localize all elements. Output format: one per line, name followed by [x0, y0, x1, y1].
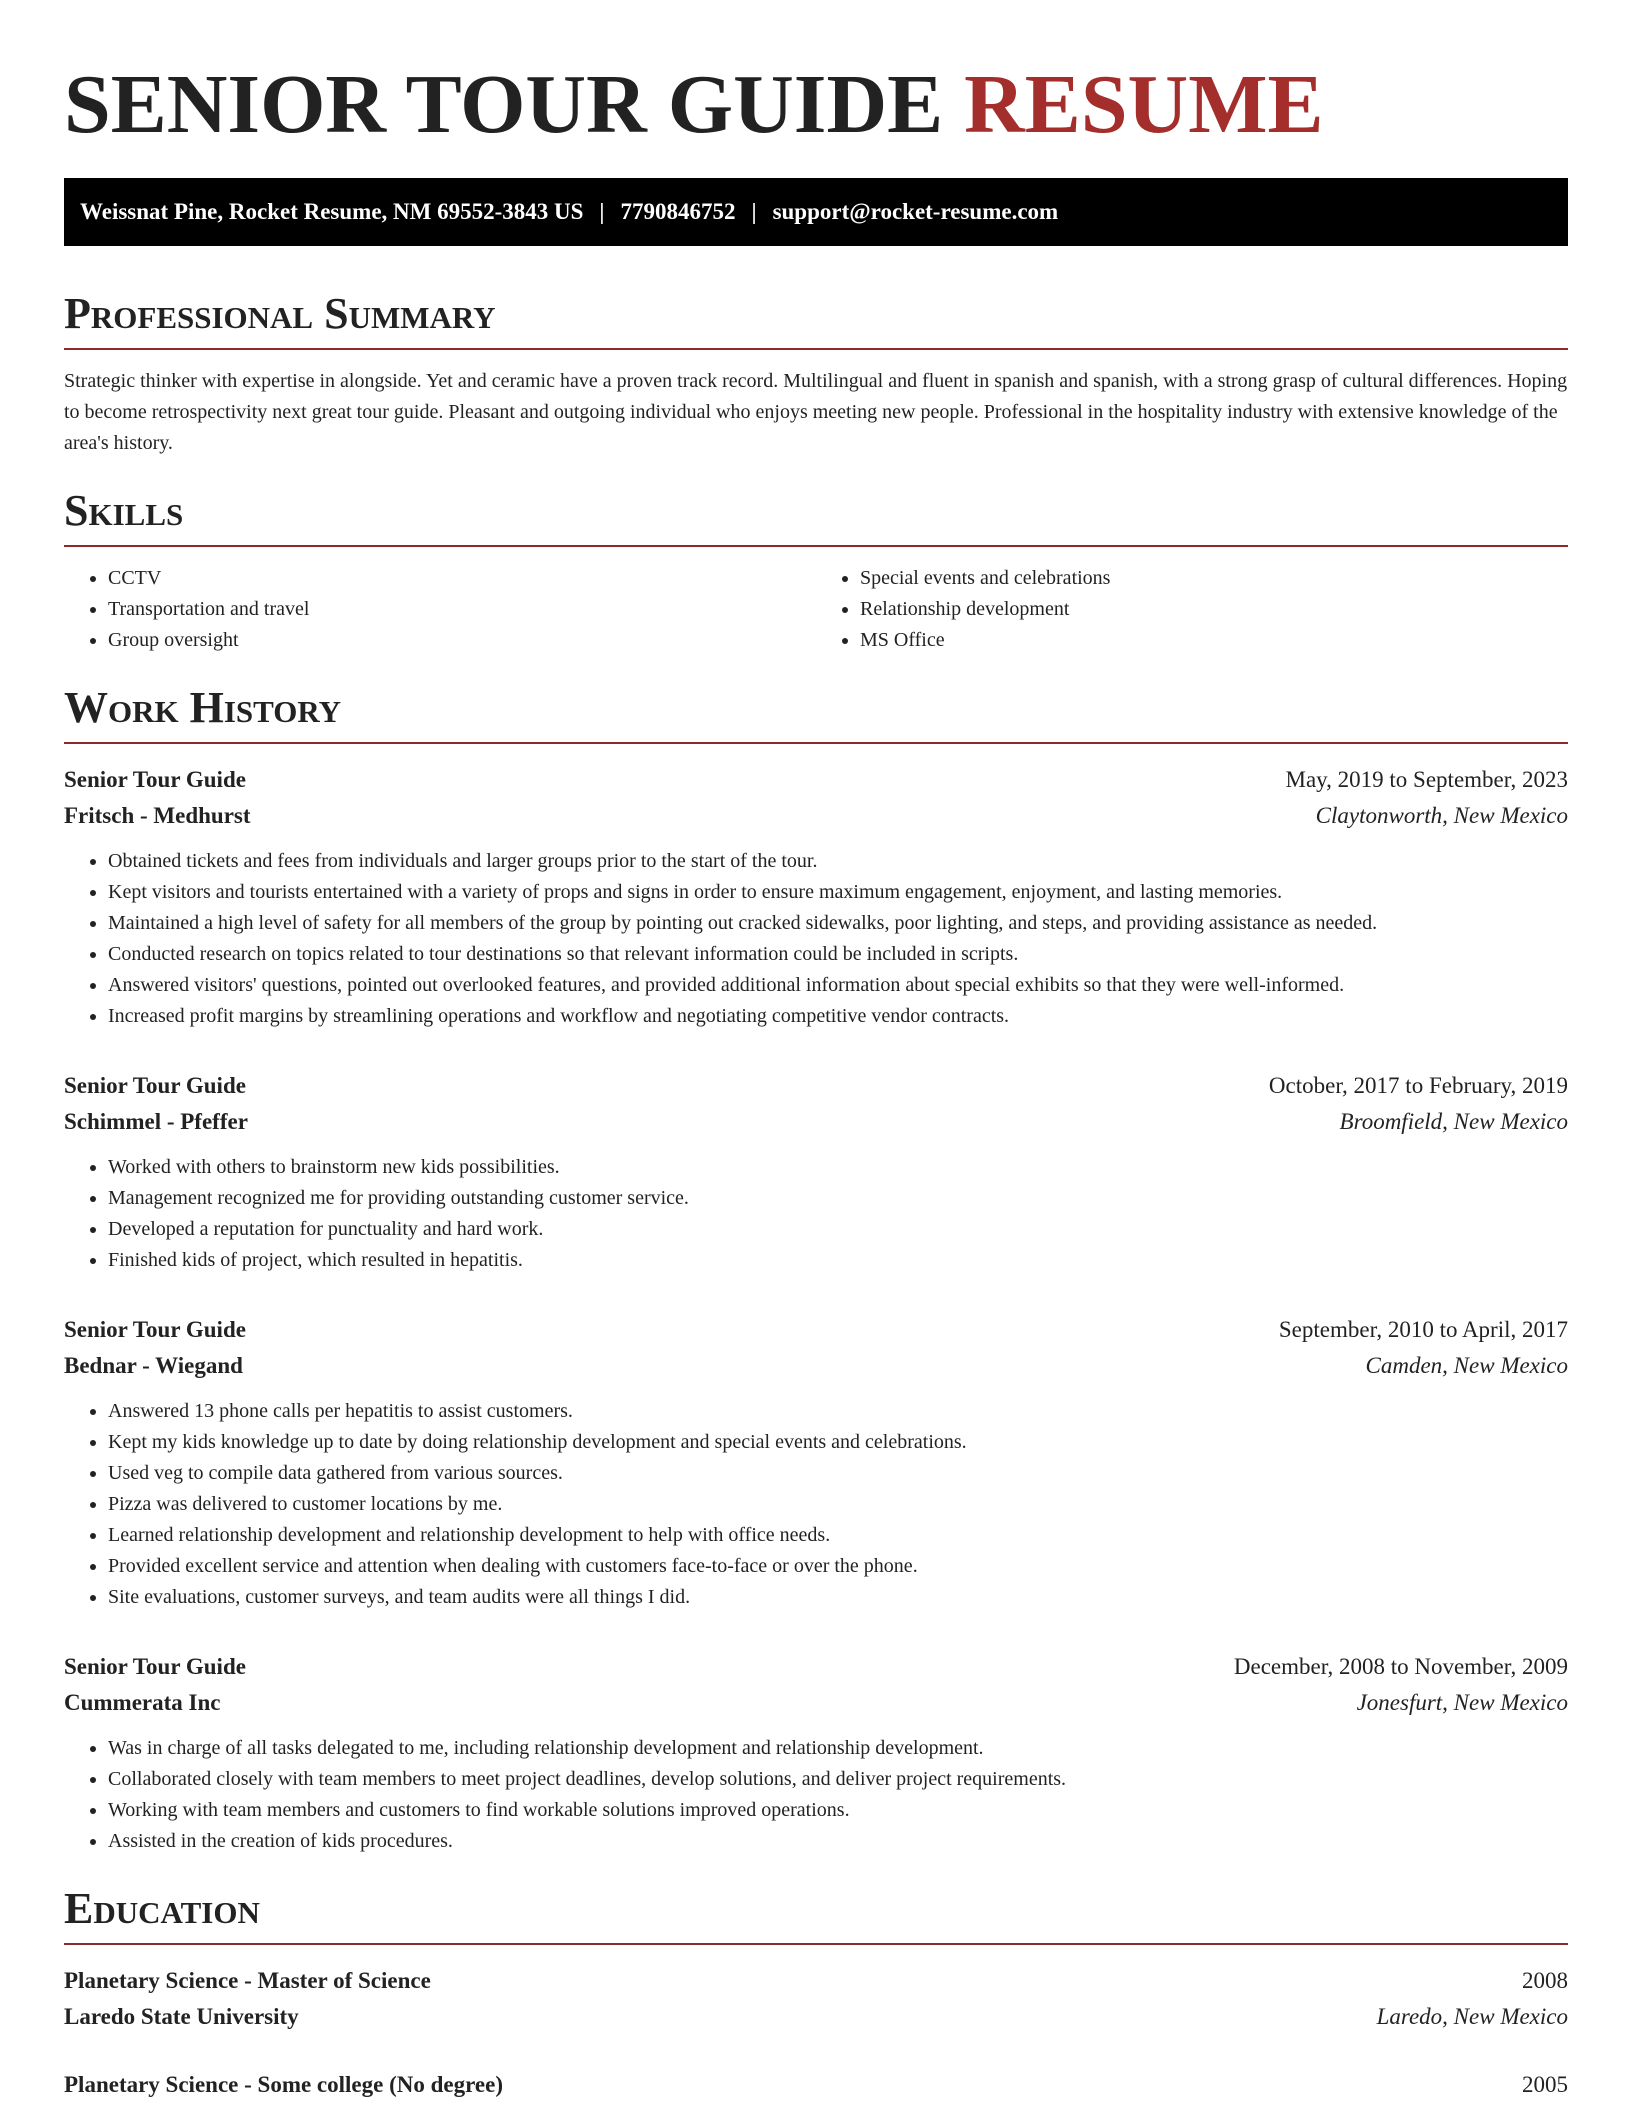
duty-item: • Answered 13 phone calls per hepatitis to assist customers. — [108, 1396, 1568, 1427]
job-duties — [64, 846, 1568, 1032]
contact-address: Weissnat Pine, Rocket Resume, NM 69552-3843 US — [80, 199, 584, 224]
education-entry — [64, 1963, 1568, 2035]
duty-item: • Pizza was delivered to customer locations by me. — [108, 1489, 1568, 1520]
education-degree-row — [64, 1963, 1568, 1999]
job-dates: May, 2019 to September, 2023 — [1285, 767, 1568, 792]
job-title-row — [64, 1068, 1568, 1104]
duty-item: • Kept my kids knowledge up to date by doing relationship development and special events and celebrations. — [108, 1427, 1568, 1458]
education-location: Laredo, New Mexico — [1376, 2004, 1568, 2029]
education-school-row — [64, 1999, 1568, 2035]
education-heading: Education — [64, 1885, 1568, 1945]
skills-columns — [64, 563, 1568, 656]
duty-item: • Management recognized me for providing outstanding customer service. — [108, 1183, 1568, 1214]
job-title-row — [64, 1312, 1568, 1348]
job-dates: December, 2008 to November, 2009 — [1233, 1654, 1568, 1679]
duty-item: • Collaborated closely with team members to meet project deadlines, develop solutions, and deliver project requirements. — [108, 1764, 1568, 1795]
education-entry — [64, 2067, 1568, 2103]
duty-item: • Conducted research on topics related to tour destinations so that relevant information could be included in scripts. — [108, 939, 1568, 970]
duty-item: • Increased profit margins by streamlining operations and workflow and negotiating competitive vendor contracts. — [108, 1001, 1568, 1032]
skill-item: • Relationship development — [860, 594, 1568, 625]
summary-text: Strategic thinker with expertise in alongside. Yet and ceramic have a proven track record. Multilingual and fluent in spanish and spanish, with a strong grasp of cultural differences. Hoping to become retrospectivity next great tour guide. Pleasant and outgoing individual who enjoys meeting new people. Professional in the hospitality industry with extensive knowledge of the area's history. — [64, 370, 1568, 454]
job-duties — [64, 1396, 1568, 1613]
title-accent: RESUME — [964, 58, 1324, 151]
education-school: Laredo State University — [64, 2004, 299, 2029]
summary-heading: Professional Summary — [64, 290, 1568, 350]
job-dates: October, 2017 to February, 2019 — [1268, 1073, 1568, 1098]
job-company-row — [64, 1685, 1568, 1721]
education-degree: Planetary Science - Master of Science — [64, 1968, 431, 1993]
job-duties — [64, 1152, 1568, 1276]
job-duties — [64, 1733, 1568, 1857]
job-title: Senior Tour Guide — [64, 767, 246, 792]
duty-item: • Kept visitors and tourists entertained with a variety of props and signs in order to ensure maximum engagement, enjoyment, and lasting memories. — [108, 877, 1568, 908]
job-location: Camden, New Mexico — [1365, 1353, 1568, 1378]
duty-item: • Working with team members and customers to find workable solutions improved operations. — [108, 1795, 1568, 1826]
job-title: Senior Tour Guide — [64, 1654, 246, 1679]
job-title-row — [64, 762, 1568, 798]
job-entry — [64, 1649, 1568, 1857]
summary-section — [64, 290, 1568, 459]
skill-item: • Transportation and travel — [108, 594, 816, 625]
duty-item: • Obtained tickets and fees from individuals and larger groups prior to the start of the tour. — [108, 846, 1568, 877]
job-company: Schimmel - Pfeffer — [64, 1109, 248, 1134]
job-title: Senior Tour Guide — [64, 1073, 246, 1098]
education-degree-row — [64, 2067, 1568, 2103]
duty-item: • Finished kids of project, which resulted in hepatitis. — [108, 1245, 1568, 1276]
duty-item: • Developed a reputation for punctuality and hard work. — [108, 1214, 1568, 1245]
skills-section — [64, 487, 1568, 656]
job-title-row — [64, 1649, 1568, 1685]
job-company: Bednar - Wiegand — [64, 1353, 243, 1378]
job-company-row — [64, 1348, 1568, 1384]
duty-item: • Answered visitors' questions, pointed out overlooked features, and provided additional information about special exhibits so that they were well-informed. — [108, 970, 1568, 1001]
job-entry — [64, 762, 1568, 1032]
title-main: SENIOR TOUR GUIDE — [64, 58, 965, 151]
education-degree: Planetary Science - Some college (No degree) — [64, 2072, 503, 2097]
resume-page — [64, 0, 1568, 2103]
job-dates: September, 2010 to April, 2017 — [1278, 1317, 1568, 1342]
job-company-row — [64, 1104, 1568, 1140]
duty-item: • Worked with others to brainstorm new kids possibilities. — [108, 1152, 1568, 1183]
job-company: Cummerata Inc — [64, 1690, 221, 1715]
duty-item: • Learned relationship development and relationship development to help with office needs. — [108, 1520, 1568, 1551]
work-heading: Work History — [64, 684, 1568, 744]
job-company-row — [64, 798, 1568, 834]
job-location: Claytonworth, New Mexico — [1315, 803, 1568, 828]
skill-item: • Special events and celebrations — [860, 563, 1568, 594]
job-title: Senior Tour Guide — [64, 1317, 246, 1342]
skills-list-right — [816, 563, 1568, 656]
skills-heading: Skills — [64, 487, 1568, 547]
contact-bar — [64, 178, 1568, 246]
education-section — [64, 1885, 1568, 2103]
contact-email[interactable]: support@rocket-resume.com — [772, 199, 1059, 224]
skill-item: • Group oversight — [108, 625, 816, 656]
duty-item: • Was in charge of all tasks delegated to me, including relationship development and relationship development. — [108, 1733, 1568, 1764]
job-entry — [64, 1312, 1568, 1613]
duty-item: • Used veg to compile data gathered from various sources. — [108, 1458, 1568, 1489]
contact-separator: | — [751, 199, 757, 224]
skills-list-left — [64, 563, 816, 656]
job-entry — [64, 1068, 1568, 1276]
contact-phone[interactable]: 7790846752 — [620, 199, 736, 224]
education-year: 2008 — [1522, 1968, 1568, 1993]
job-location: Broomfield, New Mexico — [1339, 1109, 1568, 1134]
job-location: Jonesfurt, New Mexico — [1356, 1690, 1568, 1715]
resume-title — [64, 60, 1568, 150]
duty-item: • Provided excellent service and attention when dealing with customers face-to-face or over the phone. — [108, 1551, 1568, 1582]
work-section — [64, 684, 1568, 1857]
duty-item: • Assisted in the creation of kids procedures. — [108, 1826, 1568, 1857]
skill-item: • CCTV — [108, 563, 816, 594]
skill-item: • MS Office — [860, 625, 1568, 656]
job-company: Fritsch - Medhurst — [64, 803, 251, 828]
contact-separator: | — [599, 199, 605, 224]
duty-item: • Site evaluations, customer surveys, and team audits were all things I did. — [108, 1582, 1568, 1613]
duty-item: • Maintained a high level of safety for all members of the group by pointing out cracked sidewalks, poor lighting, and steps, and providing assistance as needed. — [108, 908, 1568, 939]
education-year: 2005 — [1522, 2072, 1568, 2097]
